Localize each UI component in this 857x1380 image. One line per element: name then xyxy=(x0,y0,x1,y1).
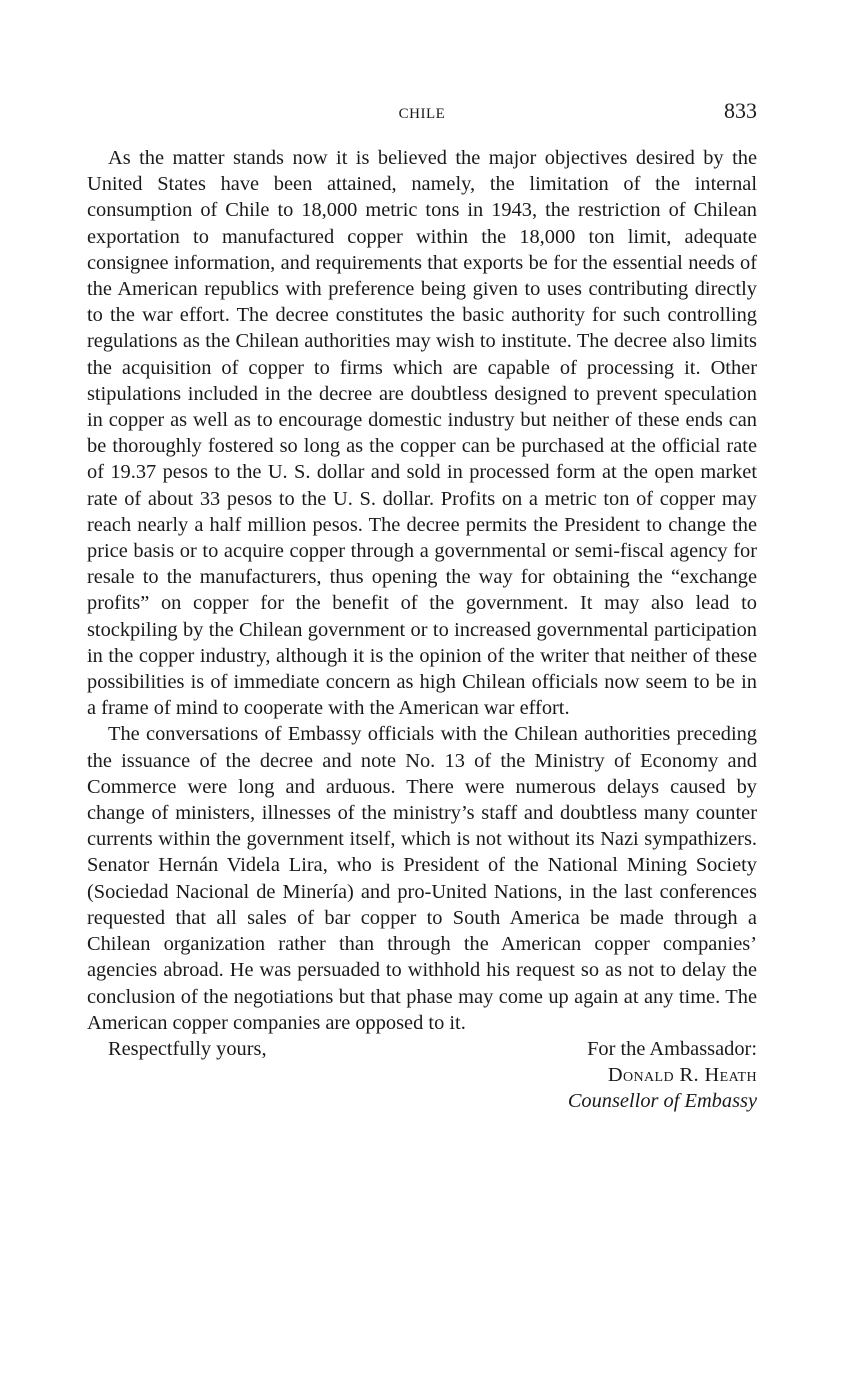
document-page xyxy=(87,98,757,1116)
signer-name: Donald R. Heath xyxy=(607,1064,757,1087)
running-header xyxy=(87,98,757,128)
body-paragraph-1: As the matter stands now it is believed the major objectives desired by the United States have been attained, namely, the limitation of the internal consumption of Chile to 18,000 metric tons in 1943, the restriction of Chilean exportation to manufactured copper within the 18,000 ton limit, adequate consignee information, and requirements that exports be for the essential needs of the American republics with preference being given to uses contributing directly to the war effort. The decree constitutes the basic authority for such controlling regulations as the Chilean authorities may wish to institute. The decree also limits the acquisition of copper to firms which are capable of processing it. Other stipulations included in the decree are doubtless designed to prevent speculation in copper as well as to encourage domestic industry but neither of these ends can be thoroughly fostered so long as the copper can be purchased at the official rate of 19.37 pesos to the U. S. dollar and sold in processed form at the open market rate of about 33 pesos to the U. S. dollar. Profits on a metric ton of copper may reach nearly a half million pesos. The decree permits the President to change the price basis or to acquire copper through a governmental or semi-fiscal agency for resale to the manufacturers, thus opening the way for obtaining the “exchange profits” on copper for the benefit of the government. It may also lead to stockpiling by the Chilean government or to increased governmental participation in the copper industry, although it is the opinion of the writer that neither of these possibilities is of immediate concern as high Chilean officials now seem to be in a frame of mind to cooperate with the American war effort. xyxy=(87,147,757,720)
page-number: 833 xyxy=(724,98,757,123)
complimentary-close: Respectfully yours, xyxy=(108,1037,267,1060)
running-title: CHILE xyxy=(398,106,446,122)
signature-block xyxy=(568,1036,757,1115)
signer-title: Counsellor of Embassy xyxy=(567,1090,757,1113)
on-behalf-line: For the Ambassador: xyxy=(587,1037,757,1060)
body-paragraph-2: The conversations of Embassy officials with the Chilean authorities preceding the issuance of the decree and note No. 13 of the Ministry of Economy and Commerce were long and arduous. There were numerous delays caused by change of ministers, illnesses of the ministry’s staff and doubtless many counter currents within the government itself, which is not without its Nazi sympathizers. Senator Hernán Videla Lira, who is President of the National Mining Society (Sociedad Nacional de Minería) and pro-United Nations, in the last conferences requested that all sales of bar copper to South America be made through a Chilean organization rather than through the American copper companies’ agencies abroad. He was persuaded to withhold his request so as not to delay the conclusion of the negotiations but that phase may come up again at any time. The American copper companies are opposed to it. xyxy=(87,723,757,1034)
letter-closing xyxy=(87,1036,757,1116)
